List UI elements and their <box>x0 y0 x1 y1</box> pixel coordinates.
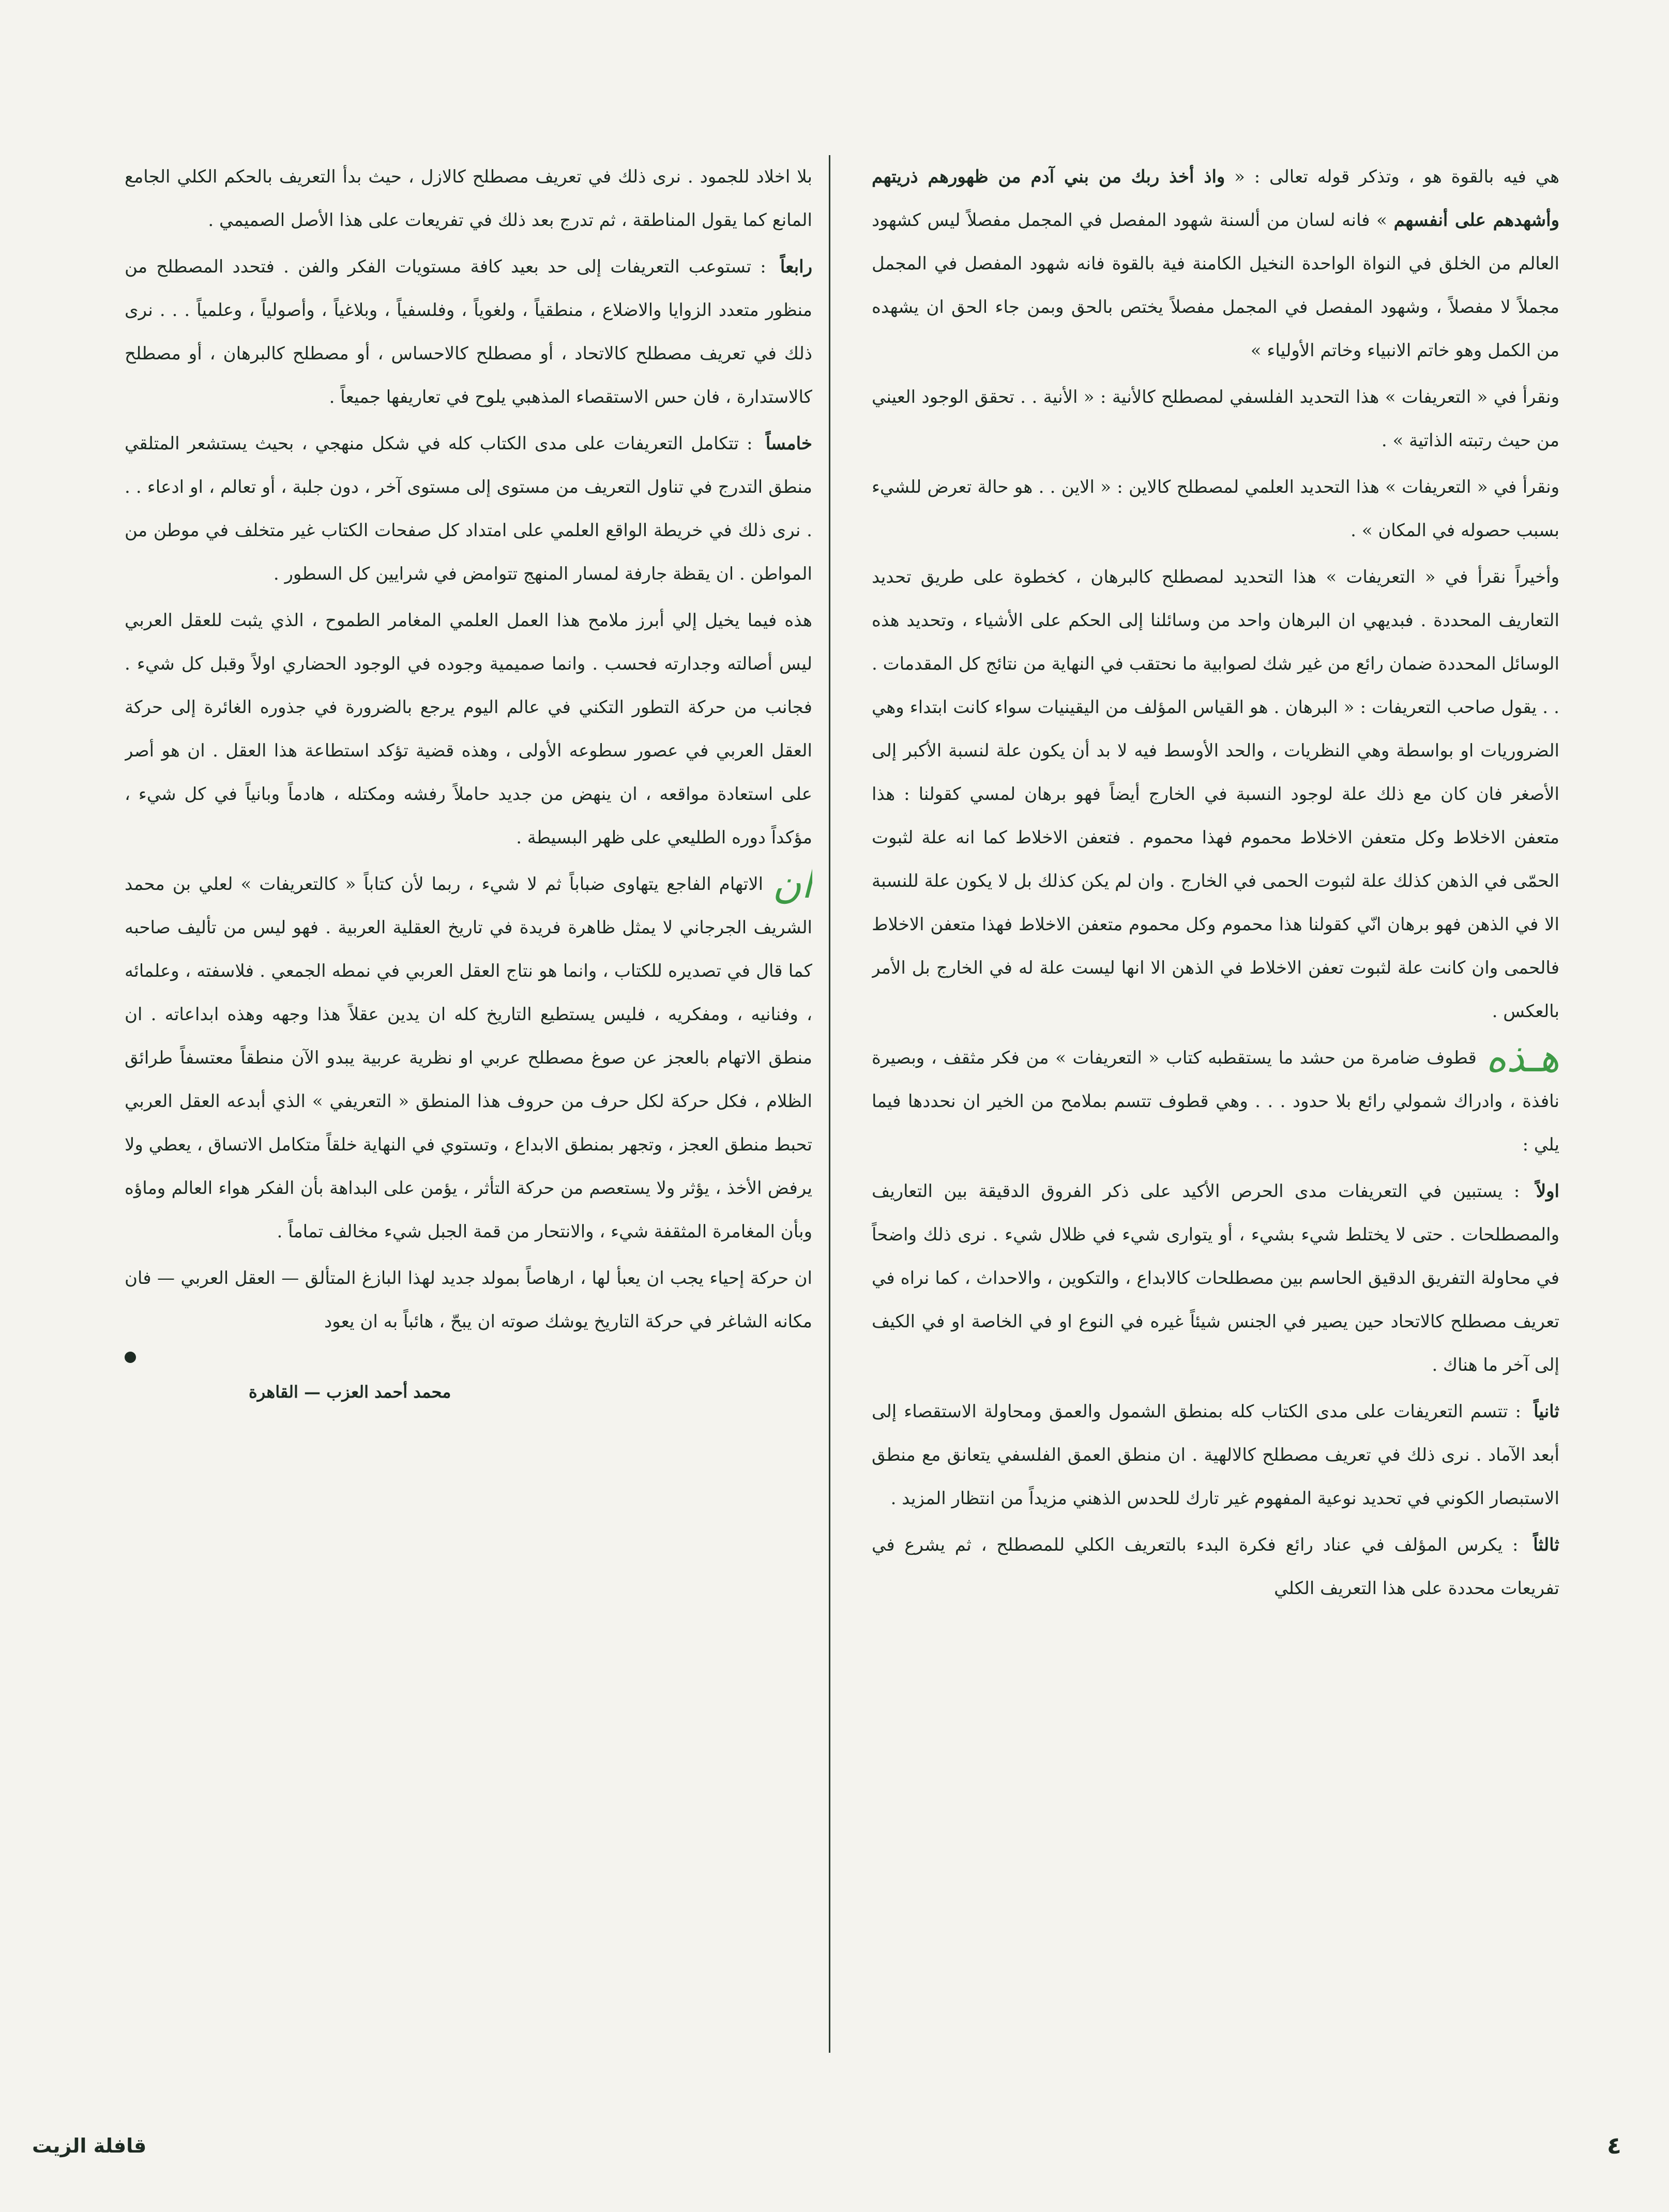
paragraph <box>872 1170 1559 1387</box>
paragraph <box>872 1036 1559 1166</box>
paragraph: ونقرأ في « التعريفات » هذا التحديد الفلسفي لمصطلح كالأنية : « الأنية . . تحقق الوجود العيني من حيث رتبته الذاتية » . <box>872 387 1559 451</box>
paragraph <box>125 862 812 1253</box>
paragraph <box>872 1523 1559 1610</box>
text-run: » فانه لسان من ألسنة شهود المفصل في المجمل مفصلاً ليس كشهود العالم من الخلق في النواة الواحدة النخيل الكامنة فية بالقوة فانه شهود المفصل في المجمل مجملاً لا مفصلاً ، وشهود المفصل في المجمل مفصلاً يختص بالحق وبمن جاء الحق ان يشهده من الكمل وهو خاتم الانبياء وخاتم الأولياء » <box>872 210 1559 361</box>
paragraph <box>125 422 812 596</box>
drop-cap: ان <box>772 861 812 907</box>
point-label: رابعاً <box>780 256 812 277</box>
paragraph <box>872 1390 1559 1520</box>
paragraph: هذه فيما يخيل إلي أبرز ملامح هذا العمل العلمي المغامر الطموح ، الذي يثبت للعقل العربي ليس أصالته وجدارته فحسب . وانما صميمية وجوده في الوجود الحضاري اولاً وقبل كل شيء . فجانب من حركة التطور التكني في عالم اليوم يرجع بالضرورة في جذوره الغائرة إلى حركة العقل العربي في عصور سطوعه الأولى ، وهذه قضية تؤكد استطاعة هذا العقل . ان هو أصر على استعادة مواقعه ، ان ينهض من جديد حاملاً رفشه ومكتله ، هادماً وبانياً في كل شيء ، مؤكداً دوره الطليعي على ظهر البسيطة . <box>125 610 812 848</box>
text-run: : تتكامل التعريفات على مدى الكتاب كله في شكل منهجي ، بحيث يستشعر المتلقي منطق التدرج في تناول التعريف من مستوى إلى مستوى آخر ، دون جلبة ، أو تعالم ، او ادعاء . . . نرى ذلك في خريطة الواقع العلمي على امتداد كل صفحات الكتاب غير متخلف في موطن من المواطن . ان يقظة جارفة لمسار المنهج تتوامض في شرايين كل السطور . <box>125 433 812 584</box>
text-run: : تتسم التعريفات على مدى الكتاب كله بمنطق الشمول والعمق ومحاولة الاستقصاء إلى أبعد الآماد . نرى ذلك في تعريف مصطلح كالالهية . ان منطق العمق الفلسفي يتعانق مع منطق الاستبصار الكوني في تحديد نوعية المفهوم غير تارك للحدس الذهني مزيداً من انتظار المزيد . <box>872 1401 1559 1509</box>
end-bullet-icon <box>125 1352 136 1363</box>
quran-quote: واذ أخذ ربك من بني آدم من ظهورهم ذريتهم وأشهدهم على أنفسهم <box>872 166 1559 231</box>
paragraph: ان حركة إحياء يجب ان يعبأ لها ، ارهاصاً بمولد جديد لهذا البازغ المتألق — العقل العربي — فان مكانه الشاغر في حركة التاريخ يوشك صوته ان يبحّ ، هائباً به ان يعود <box>125 1268 812 1332</box>
paragraph: وأخيراً نقرأ في « التعريفات » هذا التحديد لمصطلح كالبرهان ، كخطوة على طريق تحديد التعاريف المحددة . فبديهي ان البرهان واحد من وسائلنا إلى الحكم على الأشياء ، وتحديد هذه الوسائل المحددة ضمان رائع من غير شك لصوابية ما نحتقب في النهاية من نتائج كل المقدمات . . . يقول صاحب التعريفات : « البرهان . هو القياس المؤلف من اليقينيات سواء كانت ابتداء وهي الضروريات او بواسطة وهي النظريات ، والحد الأوسط فيه لا بد أن يكون علة لنسبة الأكبر إلى الأصغر فان كان مع ذلك علة لوجود النسبة في الخارج أيضاً فهو برهان لمسي كقولنا : هذا متعفن الاخلاط وكل متعفن الاخلاط محموم فهذا محموم . فتعفن الاخلاط كما انه علة لثبوت الحمّى في الذهن كذلك علة لثبوت الحمى في الخارج . وان لم يكن كذلك بل لا يكون علة للنسبة الا في الذهن فهو برهان انّي كقولنا هذا محموم وكل محموم متعفن الاخلاط فهذا متعفن الاخلاط فالحمى وان كانت علة لثبوت تعفن الاخلاط في الذهن الا انها ليست علة له في الخارج بل الأمر بالعكس . <box>872 567 1559 1022</box>
left-column <box>125 155 812 2037</box>
paragraph <box>872 155 1559 372</box>
paragraph: ونقرأ في « التعريفات » هذا التحديد العلمي لمصطلح كالاين : « الاين . . هو حالة تعرض للشيء بسبب حصوله في المكان » . <box>872 477 1559 541</box>
magazine-title: قافلة الزيت <box>32 2134 147 2157</box>
drop-cap: هـذه <box>1485 1035 1559 1081</box>
author-signature: محمد أحمد العزب — القاهرة <box>249 1382 451 1402</box>
point-label: ثالثاً <box>1533 1535 1559 1555</box>
point-label: اولاً <box>1536 1181 1559 1202</box>
page-number: ٤ <box>1606 2131 1621 2159</box>
text-run: الاتهام الفاجع يتهاوى ضباباً ثم لا شيء ، ربما لأن كتاباً « كالتعريفات » لعلي بن محمد الشريف الجرجاني لا يمثل ظاهرة فريدة في تاريخ العقلية العربية . فهو ليس من تأليف صاحبه كما قال في تصديره للكتاب ، وانما هو نتاج العقل العربي في نمطه الجمعي . فلاسفته ، وعلمائه ، وفنانيه ، ومفكريه ، فليس يستطيع التاريخ كله ان يدين عقلاً هذا وجهه وهذه ابداعاته . ان منطق الاتهام بالعجز عن صوغ مصطلح عربي او نظرية عربية يبدو الآن منطقاً معتسفاً طرائق الظلام ، فكل حركة لكل حرف من حروف هذا المنطق « التعريفي » الذي أبدعه العقل العربي تحبط منطق العجز ، وتجهر بمنطق الابداع ، وتستوي في النهاية خلقاً متكامل الاتساق ، يعطي ولا يرفض الأخذ ، يؤثر ولا يستعصم من حركة التأثر ، يؤمن على البداهة بأن الفكر هواء العالم وماؤه وبأن المغامرة المثقفة شيء ، والانتحار من قمة الجبل شيء مخالف تماماً . <box>125 874 812 1242</box>
point-label: ثانياً <box>1534 1401 1559 1422</box>
text-run: : تستوعب التعريفات إلى حد بعيد كافة مستويات الفكر والفن . فتحدد المصطلح من منظور متعدد الزوايا والاضلاع ، منطقياً ، ولغوياً ، وفلسفياً ، وبلاغياً ، وأصولياً ، وعلمياً . . . نرى ذلك في تعريف مصطلح كالاتحاد ، أو مصطلح كالاحساس ، أو مصطلح كالبرهان ، أو مصطلح كالاستدارة ، فان حس الاستقصاء المذهبي يلوح في تعاريفها جميعاً . <box>125 256 812 407</box>
paragraph <box>125 245 812 419</box>
text-run: : يستبين في التعريفات مدى الحرص الأكيد على ذكر الفروق الدقيقة بين التعاريف والمصطلحات . حتى لا يختلط شيء بشيء ، أو يتوارى شيء في ظلال شيء . نرى ذلك واضحاً في محاولة التفريق الدقيق الحاسم بين مصطلحات كالابداع ، والتكوين ، والاحداث ، كما نراه في تعريف مصطلح كالاتحاد حين يصير في الجنس شيئاً غيره في النوع او في الخاصة او في الكيف إلى آخر ما هناك . <box>872 1181 1559 1375</box>
right-column <box>872 155 1559 2037</box>
point-label: خامساً <box>765 433 812 454</box>
text-run: قطوف ضامرة من حشد ما يستقطبه كتاب « التعريفات » من فكر مثقف ، وبصيرة نافذة ، وادراك شمولي رائع بلا حدود . . . وهي قطوف تتسم بملامح من الخير ان نحددها فيما يلي : <box>872 1048 1559 1155</box>
column-divider <box>829 155 830 2053</box>
text-run: هي فيه بالقوة هو ، وتذكر قوله تعالى : « <box>1225 166 1559 187</box>
paragraph: بلا اخلاد للجمود . نرى ذلك في تعريف مصطلح كالازل ، حيث بدأ التعريف بالحكم الكلي الجامع المانع كما يقول المناطقة ، ثم تدرج بعد ذلك في تفريعات على هذا الأصل الصميمي . <box>125 166 812 231</box>
text-run: : يكرس المؤلف في عناد رائع فكرة البدء بالتعريف الكلي للمصطلح ، ثم يشرع في تفريعات محددة على هذا التعريف الكلي <box>872 1535 1559 1599</box>
